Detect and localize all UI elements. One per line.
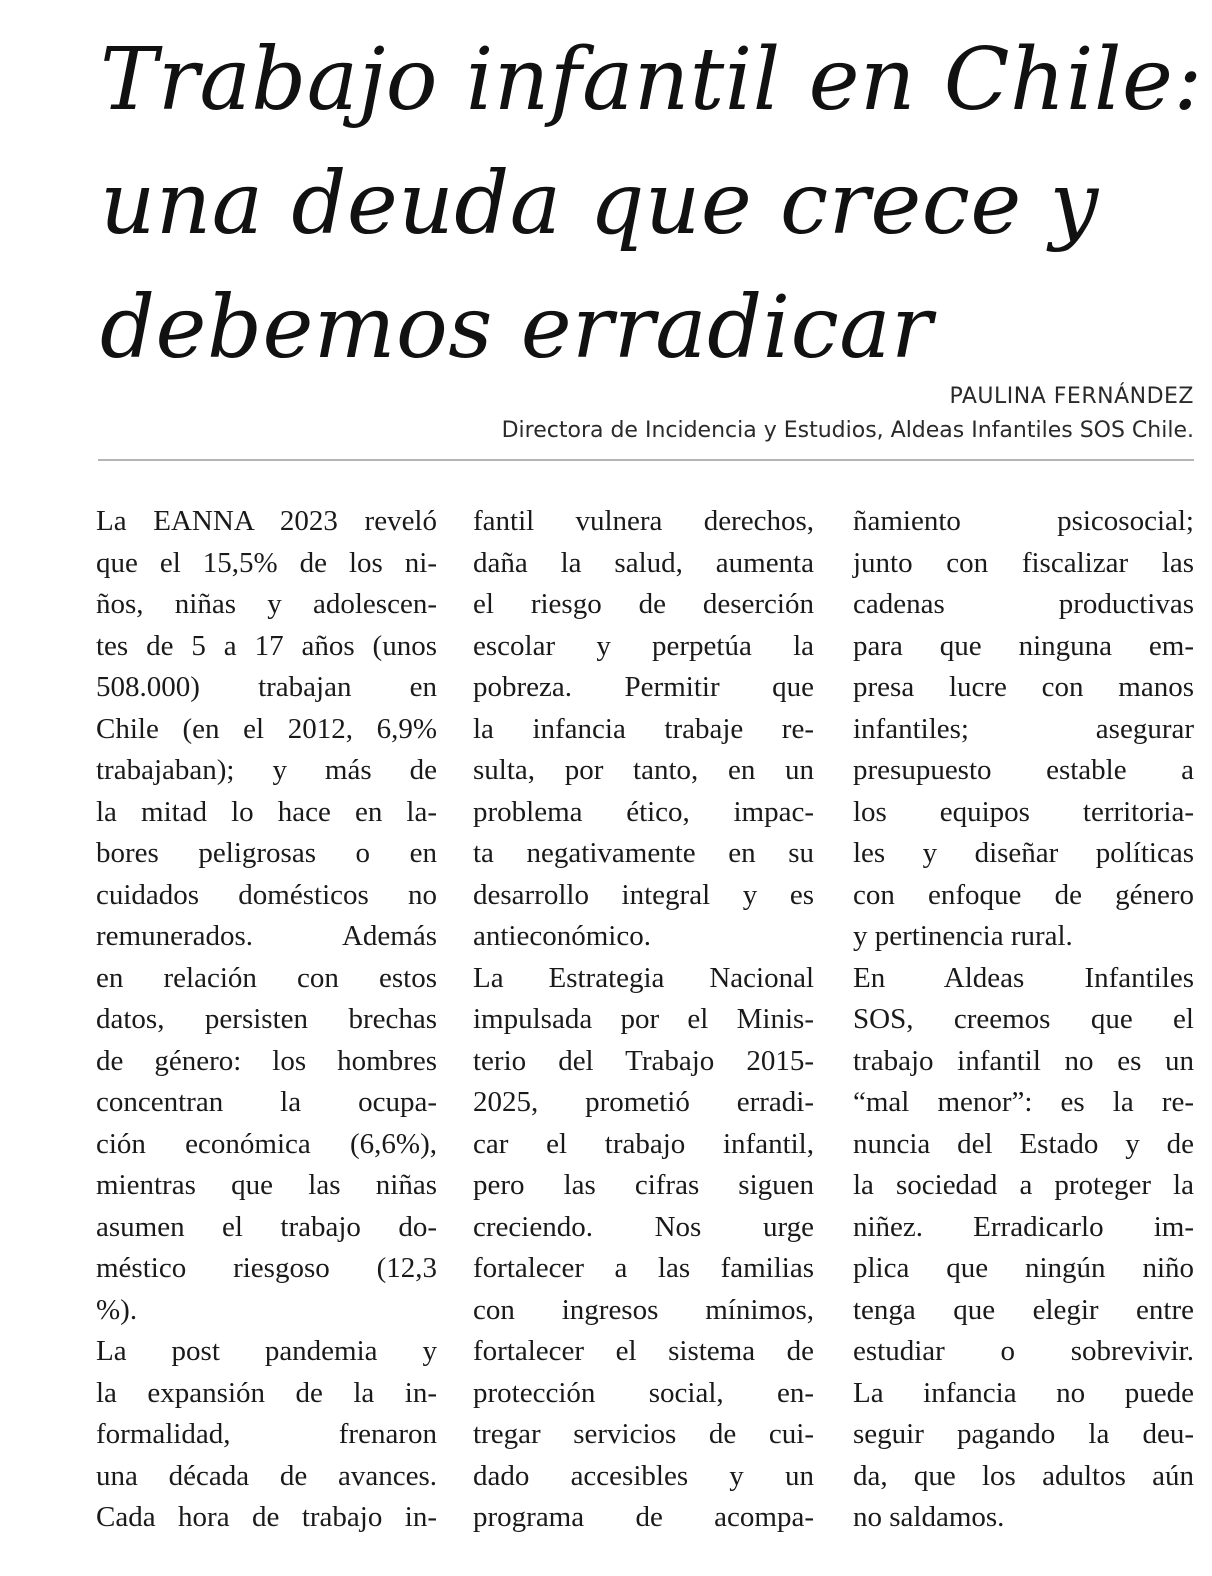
body-text-line: tes de 5 a 17 años (unos bbox=[96, 629, 437, 662]
body-text-line: seguir pagando la deu- bbox=[853, 1418, 1194, 1450]
body-text-line: la mitad lo hace en la- bbox=[96, 795, 437, 828]
body-text-line: con ingresos mínimos, bbox=[473, 1293, 814, 1326]
body-text-line: problema ético, impac- bbox=[473, 795, 814, 828]
body-text-line: Cada hora de trabajo in- bbox=[96, 1501, 437, 1533]
body-text-line: bores peligrosas o en bbox=[96, 837, 437, 869]
body-text-line: méstico riesgoso (12,3 bbox=[96, 1252, 437, 1284]
byline bbox=[502, 380, 1194, 448]
text-column-1 bbox=[96, 501, 437, 1539]
body-text-line: infantiles; asegurar bbox=[853, 712, 1194, 745]
body-text-line: En Aldeas Infantiles bbox=[853, 961, 1194, 994]
body-text-line: desarrollo integral y es bbox=[473, 878, 814, 911]
body-text-line: plica que ningún niño bbox=[853, 1252, 1194, 1284]
body-text-line: junto con fiscalizar las bbox=[853, 546, 1194, 579]
body-text-line: SOS, creemos que el bbox=[853, 1003, 1194, 1035]
body-text-line: car el trabajo infantil, bbox=[473, 1127, 814, 1160]
body-text-line: la expansión de la in- bbox=[96, 1376, 437, 1409]
headline-line: Trabajo infantil en Chile: bbox=[100, 30, 1203, 130]
body-text-line: pero las cifras siguen bbox=[473, 1169, 814, 1201]
author-name: PAULINA FERNÁNDEZ bbox=[949, 384, 1194, 409]
body-text-line: cadenas productivas bbox=[853, 588, 1194, 620]
headline-line: una deuda que crece y bbox=[100, 154, 1099, 254]
body-text-line: pobreza. Permitir que bbox=[473, 671, 814, 703]
body-text-line: asumen el trabajo do- bbox=[96, 1210, 437, 1243]
body-text-line: en relación con estos bbox=[96, 961, 437, 994]
body-text-line: ñamiento psicosocial; bbox=[853, 505, 1194, 537]
body-text-line: trabajaban); y más de bbox=[96, 754, 437, 786]
body-text-line: no saldamos. bbox=[853, 1501, 1005, 1533]
body-text-line: formalidad, frenaron bbox=[96, 1418, 437, 1450]
body-text-line: fortalecer el sistema de bbox=[473, 1335, 814, 1367]
body-text-line: %). bbox=[96, 1293, 138, 1326]
body-text-line: la sociedad a proteger la bbox=[853, 1169, 1194, 1201]
body-text-line: de género: los hombres bbox=[96, 1044, 437, 1077]
body-text-line: La infancia no puede bbox=[853, 1376, 1194, 1409]
body-text-line: presupuesto estable a bbox=[853, 754, 1194, 786]
body-text-line: ción económica (6,6%), bbox=[96, 1127, 437, 1160]
body-text-line: La EANNA 2023 reveló bbox=[96, 505, 437, 537]
body-text-line: creciendo. Nos urge bbox=[473, 1210, 814, 1243]
text-column-3 bbox=[853, 501, 1194, 1539]
author-role: Directora de Incidencia y Estudios, Aldeas Infantiles SOS Chile. bbox=[501, 418, 1194, 443]
body-text-line: y pertinencia rural. bbox=[853, 920, 1073, 952]
body-text-line: la infancia trabaje re- bbox=[473, 712, 814, 745]
body-text-line: tenga que elegir entre bbox=[853, 1293, 1194, 1326]
body-text-line: 2025, prometió erradi- bbox=[473, 1086, 814, 1118]
body-text-line: protección social, en- bbox=[473, 1376, 814, 1409]
body-text-line: ños, niñas y adolescen- bbox=[96, 588, 437, 620]
body-text-line: 508.000) trabajan en bbox=[96, 671, 437, 703]
body-text-line: fantil vulnera derechos, bbox=[473, 505, 814, 537]
body-text-line: presa lucre con manos bbox=[853, 671, 1194, 703]
body-text-line: “mal menor”: es la re- bbox=[853, 1086, 1194, 1118]
text-column-2 bbox=[473, 501, 814, 1539]
body-text-line: los equipos territoria- bbox=[853, 795, 1194, 828]
body-text-line: niñez. Erradicarlo im- bbox=[853, 1210, 1194, 1243]
body-text-line: con enfoque de género bbox=[853, 878, 1194, 911]
article-headline bbox=[100, 18, 1203, 390]
body-text-line: el riesgo de deserción bbox=[473, 588, 814, 620]
body-text-line: cuidados domésticos no bbox=[96, 878, 437, 911]
headline-line: debemos erradicar bbox=[100, 278, 933, 378]
body-text-line: concentran la ocupa- bbox=[96, 1086, 437, 1118]
body-text-line: que el 15,5% de los ni- bbox=[96, 546, 437, 579]
body-text-line: escolar y perpetúa la bbox=[473, 629, 814, 662]
body-text-line: datos, persisten brechas bbox=[96, 1003, 437, 1035]
body-text-line: ta negativamente en su bbox=[473, 837, 814, 869]
body-text-line: nuncia del Estado y de bbox=[853, 1127, 1194, 1160]
body-text-line: La post pandemia y bbox=[96, 1335, 437, 1367]
body-text-line: daña la salud, aumenta bbox=[473, 546, 814, 579]
body-text-line: estudiar o sobrevivir. bbox=[853, 1335, 1194, 1367]
body-text-line: programa de acompa- bbox=[473, 1501, 814, 1533]
body-text-line: La Estrategia Nacional bbox=[473, 961, 814, 994]
body-text-line: da, que los adultos aún bbox=[853, 1459, 1194, 1492]
body-text-line: fortalecer a las familias bbox=[473, 1252, 814, 1284]
body-text-line: dado accesibles y un bbox=[473, 1459, 814, 1492]
byline-divider bbox=[98, 459, 1194, 461]
body-text-line: una década de avances. bbox=[96, 1459, 437, 1492]
body-text-line: para que ninguna em- bbox=[853, 629, 1194, 662]
body-text-line: tregar servicios de cui- bbox=[473, 1418, 814, 1450]
body-text-line: impulsada por el Minis- bbox=[473, 1003, 814, 1035]
body-text-line: trabajo infantil no es un bbox=[853, 1044, 1194, 1077]
body-text-line: mientras que las niñas bbox=[96, 1169, 437, 1201]
body-text-line: les y diseñar políticas bbox=[853, 837, 1194, 869]
body-text-line: terio del Trabajo 2015- bbox=[473, 1044, 814, 1077]
body-text-line: antieconómico. bbox=[473, 920, 651, 952]
body-text-line: sulta, por tanto, en un bbox=[473, 754, 814, 786]
body-text-line: remunerados. Además bbox=[96, 920, 437, 952]
body-text-line: Chile (en el 2012, 6,9% bbox=[96, 712, 437, 745]
